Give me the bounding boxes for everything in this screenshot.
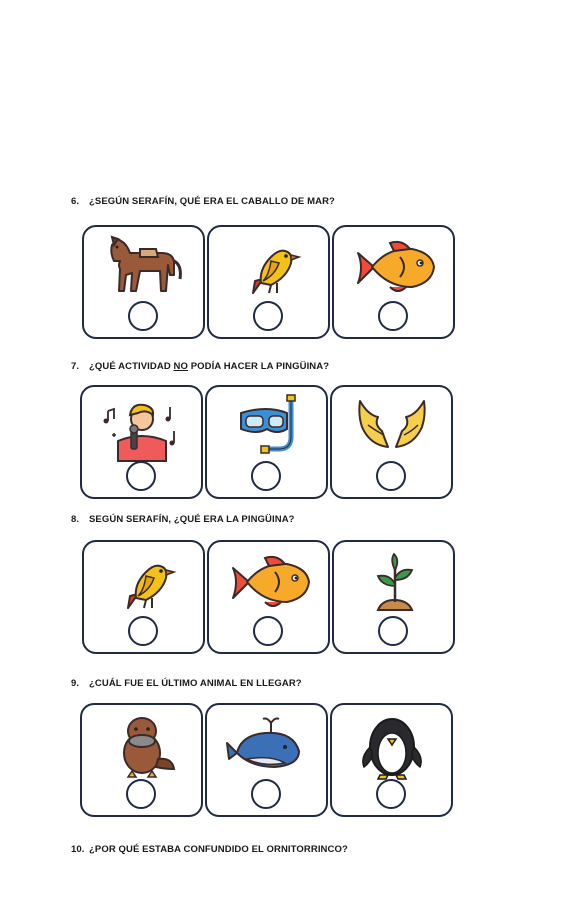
option-wings [330,385,453,499]
option-fish [207,540,330,654]
answer-radio[interactable] [378,301,408,331]
answer-radio[interactable] [126,461,156,491]
wings-icon [348,391,436,463]
option-bird [207,225,330,339]
answer-radio[interactable] [128,616,158,646]
question-6-text: 6. ¿SEGÚN SERAFÍN, QUÉ ERA EL CABALLO DE MAR? [71,196,335,207]
option-singer [80,385,203,499]
platypus-icon [98,709,186,781]
fish-icon [350,231,438,303]
bird-icon [100,546,188,618]
answer-radio[interactable] [126,779,156,809]
option-whale [205,703,328,817]
option-fish [332,225,455,339]
option-bird [82,540,205,654]
horse-icon [100,231,188,303]
singer-icon [98,391,186,463]
penguin-icon [348,709,436,781]
option-plant [332,540,455,654]
answer-radio[interactable] [253,616,283,646]
answer-radio[interactable] [378,616,408,646]
option-diving-mask [205,385,328,499]
answer-radio[interactable] [128,301,158,331]
question-8-text: 8. SEGÚN SERAFÍN, ¿QUÉ ERA LA PINGÜINA? [71,514,295,525]
option-horse [82,225,205,339]
fish-icon [225,546,313,618]
question-10-text: 10. ¿POR QUÉ ESTABA CONFUNDIDO EL ORNITORRINCO? [71,844,348,855]
answer-radio[interactable] [376,779,406,809]
diving-mask-icon [223,391,311,463]
answer-radio[interactable] [376,461,406,491]
option-platypus [80,703,203,817]
answer-radio[interactable] [253,301,283,331]
plant-icon [350,546,438,618]
question-7-text: 7. ¿QUÉ ACTIVIDAD NO PODÍA HACER LA PINGÜINA? [71,361,330,372]
answer-radio[interactable] [251,779,281,809]
answer-radio[interactable] [251,461,281,491]
option-penguin [330,703,453,817]
whale-icon [223,709,311,781]
bird-icon [225,231,313,303]
question-9-text: 9. ¿CUÁL FUE EL ÚLTIMO ANIMAL EN LLEGAR? [71,678,302,689]
